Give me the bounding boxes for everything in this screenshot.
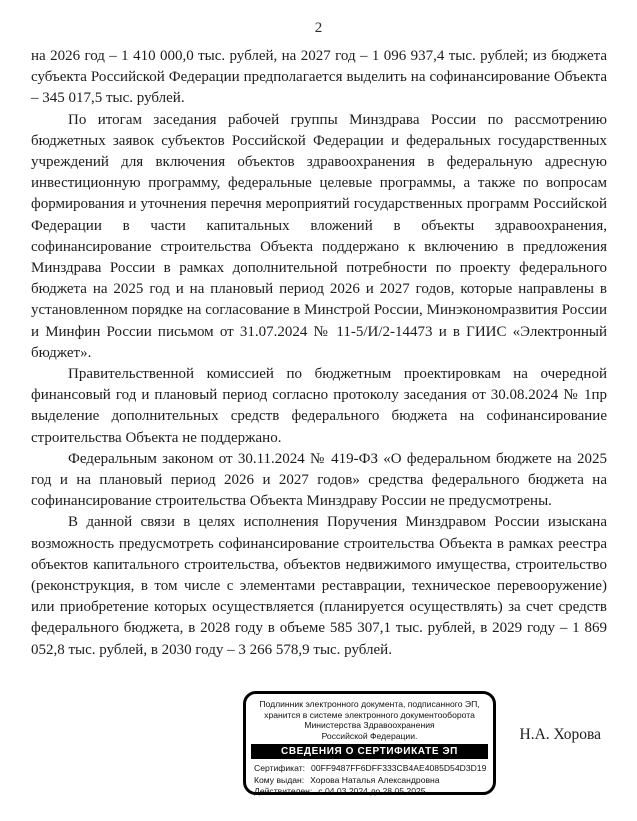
body-paragraph: Правительственной комиссией по бюджетным проектировкам на очередной финансовый год и плановый период согласно протоколу заседания от 30.08.2024 № 1пр выделение дополнительных средств федерального бюджета на софинансирование строительства Объекта не поддержано.: [31, 366, 607, 446]
certificate-validity-row: [254, 786, 493, 797]
document-body: [31, 46, 607, 661]
stamp-header-line: Министерства Здравоохранения: [304, 720, 435, 731]
certificate-number-value: 00FF9487FF6DFF333CB4AE4085D54D3D19: [311, 763, 487, 774]
stamp-header-line: Российской Федерации.: [321, 730, 418, 741]
stamp-header: [246, 699, 493, 741]
certificate-validity-label: Действителен:: [254, 785, 313, 796]
certificate-validity-value: с 04.03.2024 до 28.05.2025: [318, 785, 426, 796]
stamp-header-line: Подлинник электронного документа, подписанного ЭП,: [259, 699, 480, 709]
certificate-owner-label: Кому выдан:: [254, 774, 305, 785]
signatory-name: Н.А. Хорова: [519, 726, 601, 743]
body-paragraph: По итогам заседания рабочей группы Минздрава России по рассмотрению бюджетных заявок субъектов Российской Федерации и федеральных государственных учреждений для включения объектов здравоохранения в федеральную адресную инвестиционную программу, федеральные целевые программы, а также по вопросам формирования и уточнения перечня мероприятий государственных программ Российской Федерации в части капитальных вложений в объекты здравоохранения, софинансирование строительства Объекта поддержано к включению в предложения Минздрава России в рамках дополнительной потребности по проекту федерального бюджета на 2025 год и на плановый период 2026 и 2027 годов, которые направлены в установленном порядке на согласование в Минстрой России, Минэкономразвития России и Минфин России письмом от 31.07.2024 № 11-5/И/2-14473 и в ГИИС «Электронный бюджет».: [31, 111, 607, 361]
body-paragraph: В данной связи в целях исполнения Поручения Минздравом России изыскана возможность предусмотреть софинансирование строительства Объекта в рамках реестра объектов капитального строительства, объектов недвижимого имущества, строительство (реконструкция, в том числе с элементами реставрации, техническое перевооружение) или приобретение которых осуществляется (планируется осуществлять) за счет средств федерального бюджета, в 2028 году в объеме 585 307,1 тыс. рублей, в 2029 году – 1 869 052,8 тыс. рублей, в 2030 году – 3 266 578,9 тыс. рублей.: [31, 514, 607, 658]
certificate-info-title: СВЕДЕНИЯ О СЕРТИФИКАТЕ ЭП: [251, 744, 488, 759]
certificate-owner-value: Хорова Наталья Александровна: [310, 774, 440, 785]
certificate-number-label: Сертификат:: [254, 763, 306, 774]
digital-signature-stamp: [243, 691, 496, 795]
page-number: 2: [314, 20, 323, 36]
stamp-header-line: хранится в системе электронного документооборота: [264, 709, 475, 720]
body-paragraph: Федеральным законом от 30.11.2024 № 419-ФЗ «О федеральном бюджете на 2025 год и на плановый период 2026 и 2027 годов» средства федерального бюджета на софинансирование строительства Объекта Минздраву России не предусмотрены.: [31, 450, 607, 510]
certificate-owner-row: [254, 775, 493, 786]
certificate-number-row: [254, 763, 493, 774]
certificate-fields: [246, 763, 493, 797]
body-paragraph: на 2026 год – 1 410 000,0 тыс. рублей, на 2027 год – 1 096 937,4 тыс. рублей; из бюджета субъекта Российской Федерации предполагается выделить на софинансирование Объекта – 345 017,5 тыс. рублей.: [31, 48, 607, 107]
